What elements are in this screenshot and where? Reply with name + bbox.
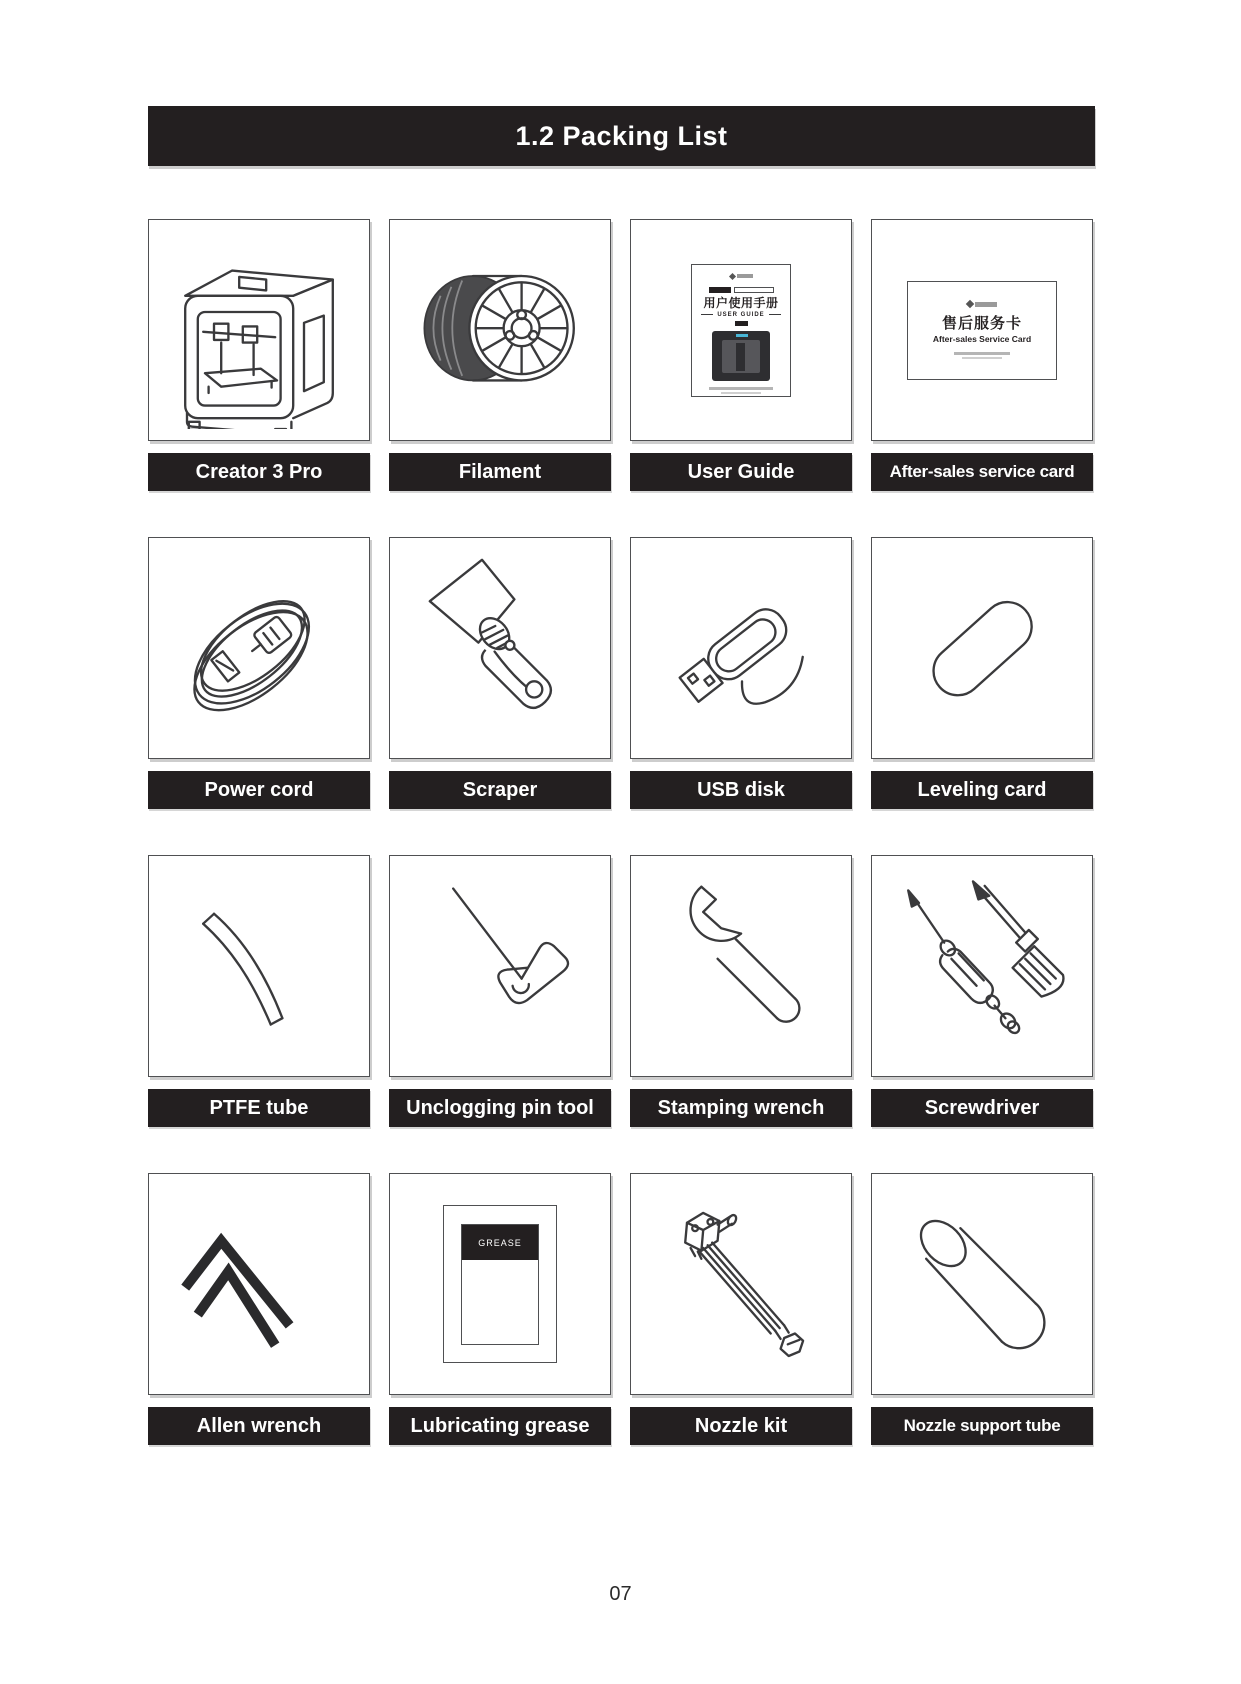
item-label-bar [871,453,1093,491]
item-label: Filament [458,460,542,483]
item-label-bar [148,771,370,809]
brand-logo-icon [730,273,753,280]
printer-illustration [160,231,358,429]
item-label: User Guide [687,460,795,483]
item-image-frame [148,1173,370,1395]
cover-badges [709,287,774,293]
item-label-bar [389,1089,611,1127]
packing-item-power-cord [148,537,370,809]
item-image-frame [148,537,370,759]
item-label: Unclogging pin tool [406,1096,594,1119]
cover-footnote-line [709,387,773,390]
packing-item-creator-3-pro [148,219,370,491]
packing-item-filament [389,219,611,491]
packing-item-service-card [871,219,1093,491]
power-cord-illustration [160,549,358,747]
stamping-wrench-illustration [642,867,840,1065]
item-image-frame [871,219,1093,441]
filament-spool-illustration [401,231,599,429]
item-image-frame [871,537,1093,759]
item-label-bar [630,453,852,491]
brand-logo-icon [967,301,997,307]
service-card-title-cn: 售后服务卡 [941,315,1022,332]
item-image-frame [871,1173,1093,1395]
item-label-bar [630,771,852,809]
item-image-frame [630,537,852,759]
item-label: PTFE tube [209,1096,309,1119]
item-label-bar [148,453,370,491]
service-card-title-en: After-sales Service Card [932,334,1032,344]
nozzle-kit-illustration [642,1185,840,1383]
packing-item-user-guide [630,219,852,491]
packing-item-usb-disk [630,537,852,809]
item-image-frame [389,537,611,759]
item-label-bar [148,1407,370,1445]
item-label: Lubricating grease [410,1414,590,1437]
item-label: Scraper [462,778,538,801]
service-card-footnote-line [954,352,1010,355]
item-label-bar [389,771,611,809]
item-label-bar [871,771,1093,809]
service-card-footnote-line-2 [962,357,1002,359]
item-image-frame [389,855,611,1077]
service-card-illustration [907,281,1057,380]
packing-item-leveling-card [871,537,1093,809]
packing-item-nozzle-support-tube [871,1173,1093,1445]
packing-item-nozzle-kit [630,1173,852,1445]
packing-grid [148,219,1093,1445]
item-label-bar [389,1407,611,1445]
packing-item-screwdriver [871,855,1093,1127]
screwdriver-illustration [883,867,1081,1065]
item-label: Stamping wrench [657,1096,825,1119]
item-label: Nozzle support tube [903,1416,1061,1435]
item-image-frame [871,855,1093,1077]
item-label: Screwdriver [924,1096,1040,1119]
ptfe-tube-illustration [160,867,358,1065]
guide-title-cn: 用户使用手册 [703,295,779,310]
section-title-bar [148,106,1095,166]
packing-item-lubricating-grease [389,1173,611,1445]
grease-label-band [462,1225,538,1260]
item-image-frame [630,219,852,441]
item-label-bar [630,1407,852,1445]
item-image-frame [630,1173,852,1395]
item-label: Nozzle kit [694,1414,788,1437]
item-image-frame [389,1173,611,1395]
packing-item-unclogging-pin-tool [389,855,611,1127]
leveling-card-illustration [883,549,1081,747]
cover-tag [735,321,748,326]
item-image-frame [630,855,852,1077]
item-label: USB disk [697,778,785,801]
item-label-bar [148,1089,370,1127]
packing-item-ptfe-tube [148,855,370,1127]
section-title: 1.2 Packing List [515,120,728,151]
allen-wrench-illustration [160,1185,358,1383]
item-label: After-sales service card [889,462,1075,481]
grease-packet-illustration [443,1205,557,1363]
item-label: Creator 3 Pro [195,460,323,483]
item-label: Power cord [204,778,314,801]
grease-packet-inner [461,1224,539,1345]
item-label-bar [871,1407,1093,1445]
packing-item-stamping-wrench [630,855,852,1127]
item-label-bar [871,1089,1093,1127]
nozzle-support-tube-illustration [883,1185,1081,1383]
unclogging-pin-tool-illustration [401,867,599,1065]
item-label-bar [630,1089,852,1127]
item-label-bar [389,453,611,491]
scraper-illustration [401,549,599,747]
guide-title-en: USER GUIDE [701,312,780,318]
packing-item-scraper [389,537,611,809]
item-label: Leveling card [917,778,1047,801]
packing-item-allen-wrench [148,1173,370,1445]
page-number: 07 [609,1583,632,1605]
usb-disk-illustration [642,549,840,747]
cover-footnote-line-2 [721,392,761,394]
item-image-frame [148,219,370,441]
item-label: Allen wrench [196,1414,322,1437]
item-image-frame [148,855,370,1077]
grease-label: GREASE [478,1237,522,1248]
cover-printer-photo [712,331,770,381]
user-guide-booklet [691,264,791,397]
item-image-frame [389,219,611,441]
